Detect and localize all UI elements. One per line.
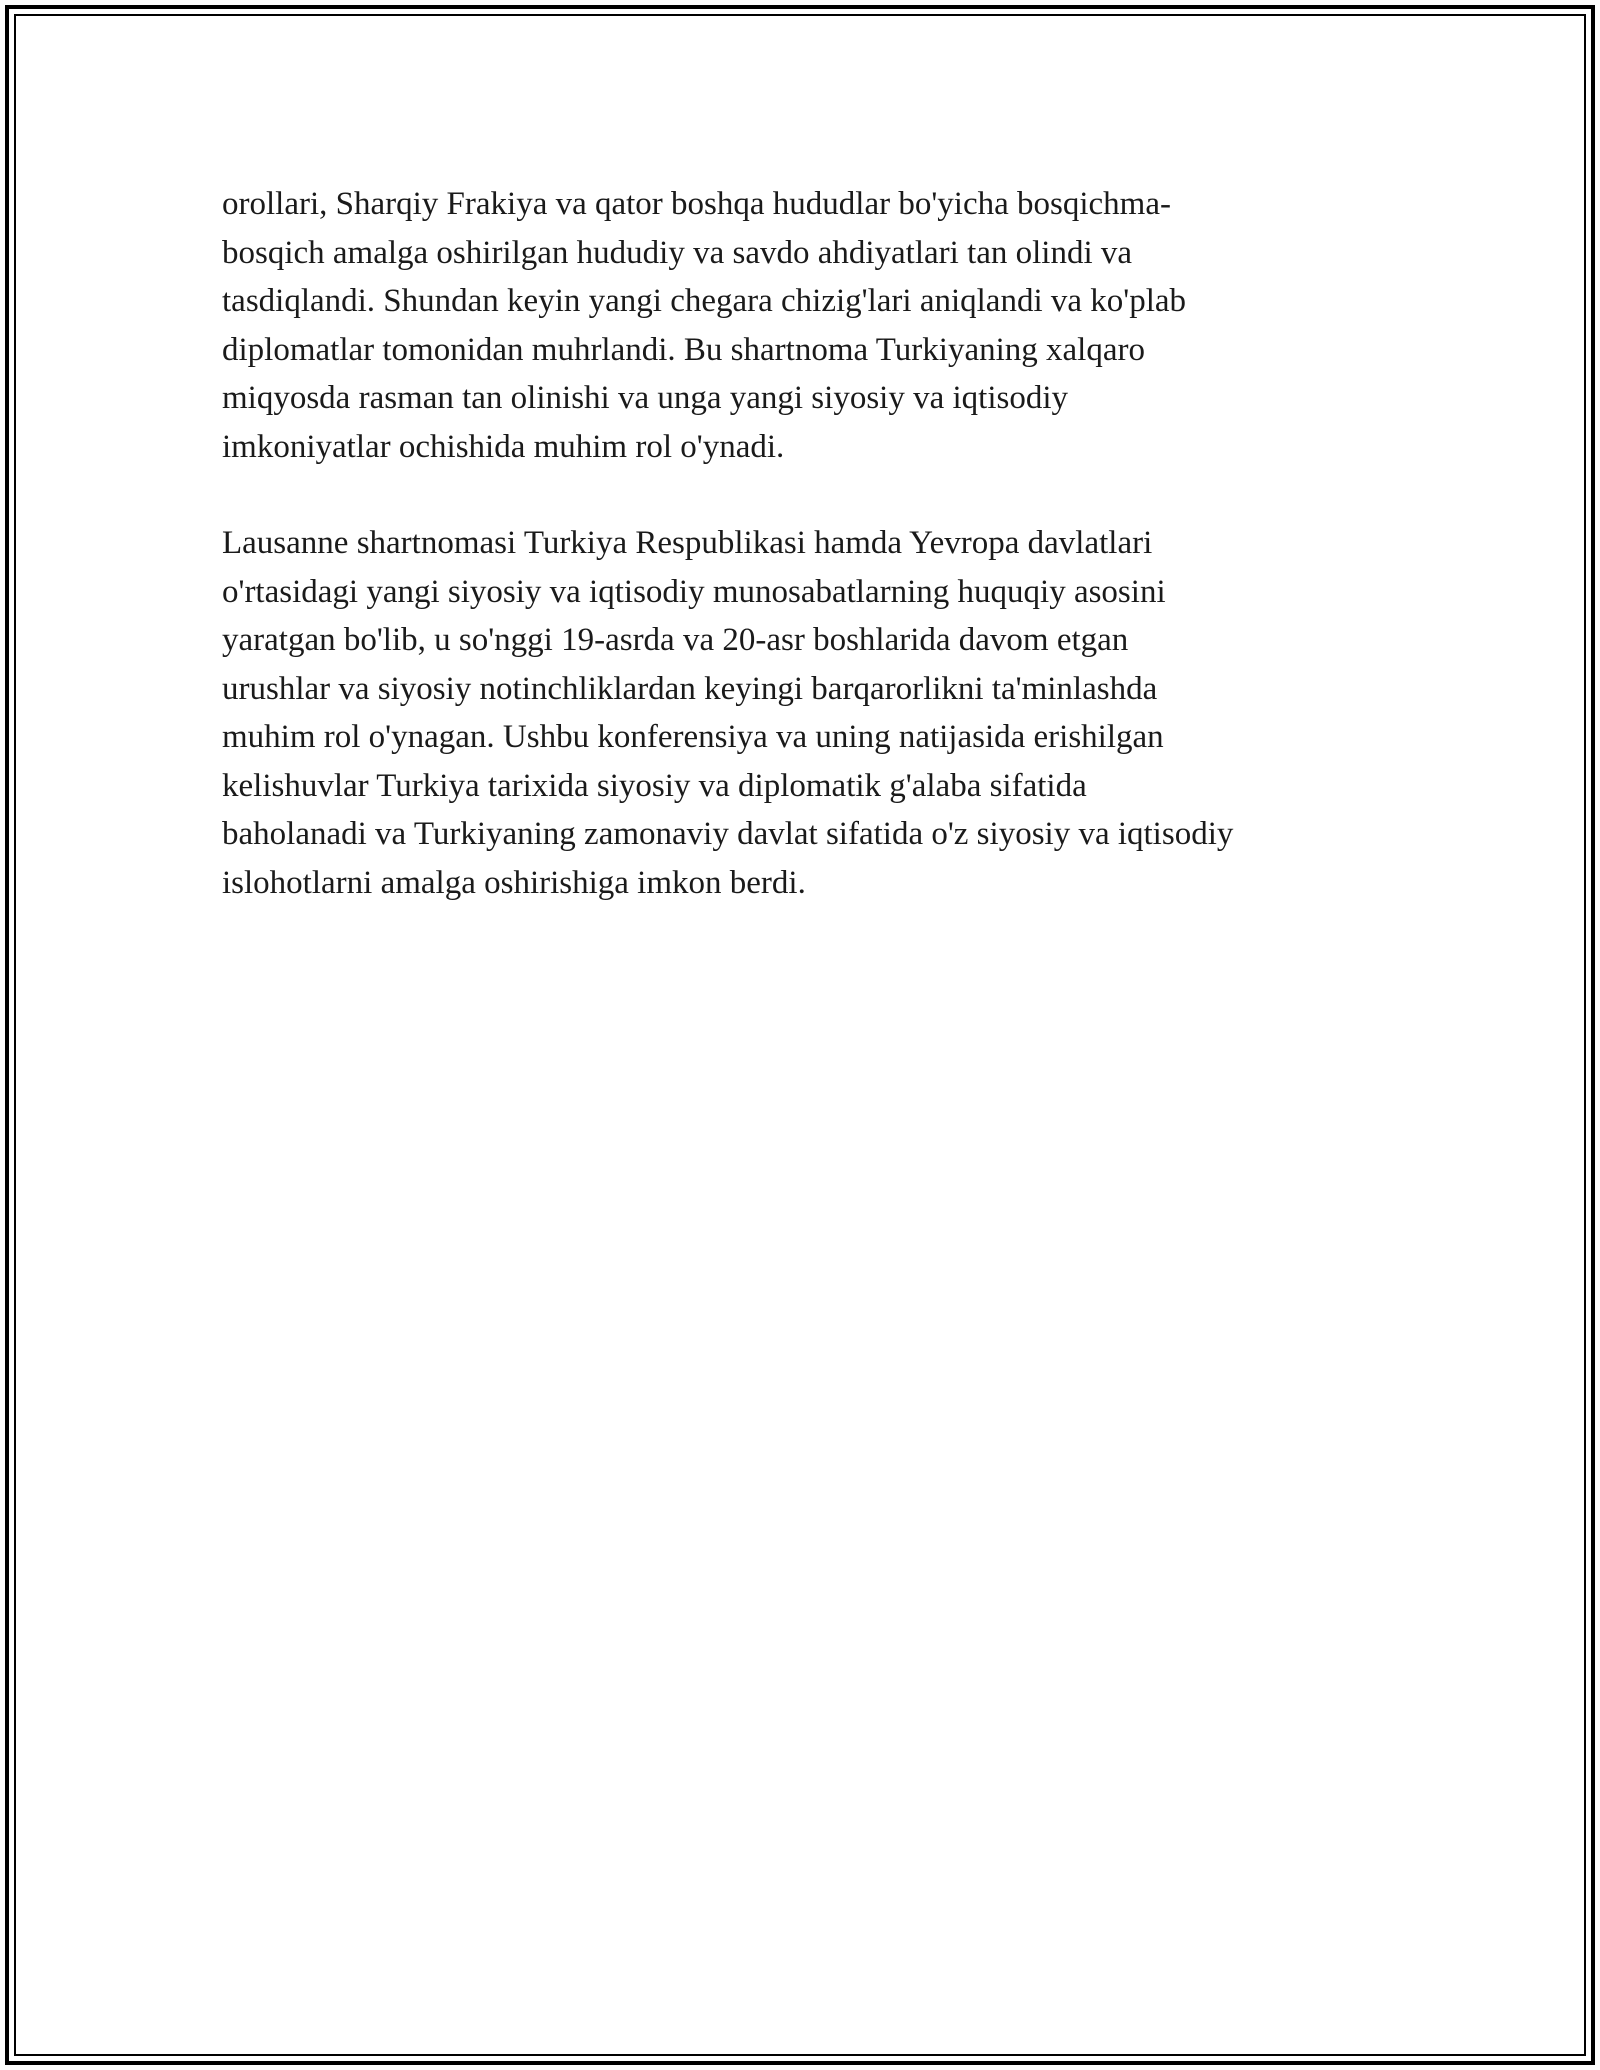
text-line: bosqich amalga oshirilgan hududiy va savdo ahdiyatlari tan olindi va bbox=[222, 234, 1133, 271]
document-body bbox=[222, 180, 1382, 907]
text-line: islohotlarni amalga oshirishiga imkon berdi. bbox=[222, 864, 806, 901]
text-line: Lausanne shartnomasi Turkiya Respublikasi hamda Yevropa davlatlari bbox=[222, 525, 1153, 561]
text-line: o'rtasidagi yangi siyosiy va iqtisodiy munosabatlarning huquqiy asosini bbox=[222, 573, 1166, 610]
text-line: tasdiqlandi. Shundan keyin yangi chegara chizig'lari aniqlandi va ko'plab bbox=[222, 283, 1187, 319]
text-line: orollari, Sharqiy Frakiya va qator boshqa hududlar bo'yicha bosqichma- bbox=[222, 186, 1171, 222]
text-line: imkoniyatlar ochishida muhim rol o'ynadi. bbox=[222, 428, 785, 465]
paragraph-2 bbox=[222, 519, 1382, 907]
paragraph-1 bbox=[222, 180, 1382, 471]
text-line: baholanadi va Turkiyaning zamonaviy davlat sifatida o'z siyosiy va iqtisodiy bbox=[222, 816, 1234, 852]
text-line: muhim rol o'ynagan. Ushbu konferensiya va uning natijasida erishilgan bbox=[222, 719, 1164, 755]
text-line: yaratgan bo'lib, u so'nggi 19-asrda va 20-asr boshlarida davom etgan bbox=[222, 622, 1129, 658]
text-line: kelishuvlar Turkiya tarixida siyosiy va diplomatik g'alaba sifatida bbox=[222, 767, 1087, 804]
text-line: urushlar va siyosiy notinchliklardan keyingi barqarorlikni ta'minlashda bbox=[222, 670, 1158, 707]
text-line: diplomatlar tomonidan muhrlandi. Bu shartnoma Turkiyaning xalqaro bbox=[222, 331, 1145, 368]
text-line: miqyosda rasman tan olinishi va unga yangi siyosiy va iqtisodiy bbox=[222, 380, 1068, 416]
